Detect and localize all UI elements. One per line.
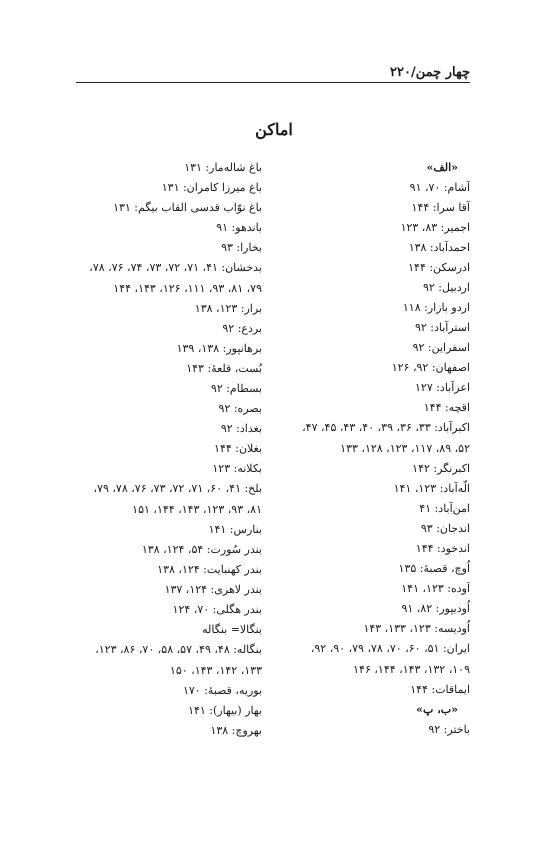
- index-entry: بدخشان: ۴۱، ۷۱، ۷۲، ۷۳، ۷۴، ۷۶، ۷۸، ۷۹، ۸۱، ۹۳، ۱۱۱، ۱۲۶، ۱۴۳، ۱۴۴: [89, 261, 262, 295]
- index-entry: بصره: ۹۲: [218, 402, 262, 415]
- section-title: اماکن: [255, 120, 293, 139]
- index-entry: باندهو: ۹۱: [216, 221, 262, 234]
- index-entry: بهروچ: ۱۳۸: [210, 724, 262, 737]
- index-entry: بندر هگلی: ۷۰، ۱۲۴: [172, 603, 262, 616]
- index-entry: اُودیپور: ۸۲، ۹۱: [401, 602, 470, 615]
- index-entry: اردبیل: ۹۲: [422, 281, 470, 294]
- index-entry: بندر لاهری: ۱۲۴، ۱۳۷: [164, 583, 262, 596]
- index-entry: اَوده: ۱۲۳، ۱۴۱: [401, 582, 470, 595]
- index-entry: اندجان: ۹۳: [420, 522, 470, 535]
- index-entry: بردع: ۹۲: [222, 322, 262, 335]
- index-entry: بنارس: ۱۴۱: [208, 523, 262, 536]
- index-entry: بسطام: ۹۲: [210, 382, 262, 395]
- index-column-left: [76, 158, 262, 741]
- index-group-heading: «الف»: [426, 161, 458, 174]
- index-entry: بوریه، قصبۀ: ۱۷۰: [182, 684, 262, 697]
- index-entry: بغلان: ۱۴۴: [214, 442, 262, 455]
- index-entry: باغ نوّاب قدسی القاب بیگم: ۱۳۱: [113, 201, 262, 214]
- index-entry: امن‌آباد: ۴۱: [419, 502, 470, 515]
- index-entry: باغ میرزا کامران: ۱۳۱: [161, 181, 262, 194]
- index-entry: بندر کهنبایت: ۱۲۴، ۱۳۸: [157, 563, 262, 576]
- index-entry: اردو بازار: ۱۱۸: [402, 301, 470, 314]
- index-entry: ادرسکن: ۱۴۴: [408, 261, 470, 274]
- index-entry: آقا سرا: ۱۴۴: [411, 201, 470, 214]
- index-entry: بندر سُورت: ۵۴، ۱۲۴، ۱۳۸: [141, 543, 262, 556]
- index-entry: اُودیسه: ۱۲۳، ۱۳۳، ۱۴۳: [363, 622, 470, 635]
- index-entry: اُوچ، قصبۀ: ۱۳۵: [398, 562, 470, 575]
- index-entry: احمدآباد: ۱۳۸: [408, 241, 470, 254]
- index-entry: بنگالا= بنگاله: [202, 623, 262, 636]
- index-entry: اصفهان: ۹۲، ۱۲۶: [391, 361, 470, 374]
- index-entry: اجمیر: ۸۳، ۱۲۳: [400, 221, 470, 234]
- index-entry: اسفراین: ۹۲: [412, 341, 470, 354]
- index-entry: اندخود: ۱۴۴: [415, 542, 470, 555]
- index-group-heading: «ب، پ»: [416, 703, 458, 716]
- index-column-right: [288, 158, 470, 740]
- index-entry: بغداد: ۹۲: [220, 422, 262, 435]
- index-entry: بخارا: ۹۳: [221, 241, 262, 254]
- header-rule: [76, 82, 470, 83]
- index-entry: بُست، قلعۀ: ۱۴۳: [186, 362, 262, 375]
- index-entry: الّه‌آباد: ۱۲۳، ۱۴۱: [393, 482, 470, 495]
- index-entry: باغ شاله‌مار: ۱۳۱: [184, 161, 262, 174]
- index-entry: بکلانه: ۱۲۳: [212, 462, 262, 475]
- index-entry: بهار (بیهار): ۱۴۱: [188, 704, 262, 717]
- index-entry: آشام: ۷۰، ۹۱: [409, 181, 470, 194]
- index-entry: برار: ۱۲۳، ۱۳۸: [194, 302, 262, 315]
- index-entry: ایماقات: ۱۴۴: [410, 683, 470, 696]
- index-entry: ایران: ۵۱، ۶۰، ۷۰، ۷۸، ۷۹، ۹۰، ۹۲، ۱۰۹، ۱۳۲، ۱۴۳، ۱۴۴، ۱۴۶: [310, 642, 470, 676]
- index-entry: اعزآباد: ۱۲۷: [415, 381, 470, 394]
- index-entry: بلخ: ۴۱، ۶۰، ۷۱، ۷۲، ۷۳، ۷۶، ۷۸، ۷۹، ۸۱، ۹۳، ۱۲۳، ۱۴۳، ۱۴۴، ۱۵۱: [93, 482, 262, 516]
- index-entry: اقچه: ۱۴۴: [423, 401, 470, 414]
- running-header: چهار چمن/۲۲۰: [390, 65, 470, 80]
- index-entry: باختر: ۹۲: [428, 723, 470, 736]
- index-entry: اکبرنگر: ۱۴۲: [412, 462, 470, 475]
- index-entry: بنگاله: ۴۸، ۴۹، ۵۷، ۵۸، ۷۰، ۸۶، ۱۲۳، ۱۳۳، ۱۴۲، ۱۴۳، ۱۵۰: [95, 643, 262, 677]
- index-entry: استرآباد: ۹۲: [414, 321, 470, 334]
- index-entry: اکبرآباد: ۳۳، ۳۶، ۳۹، ۴۰، ۴۳، ۴۵، ۴۷، ۵۲، ۸۹، ۱۱۷، ۱۲۳، ۱۲۸، ۱۳۳: [302, 421, 470, 455]
- index-entry: برهانپور: ۱۳۸، ۱۳۹: [176, 342, 262, 355]
